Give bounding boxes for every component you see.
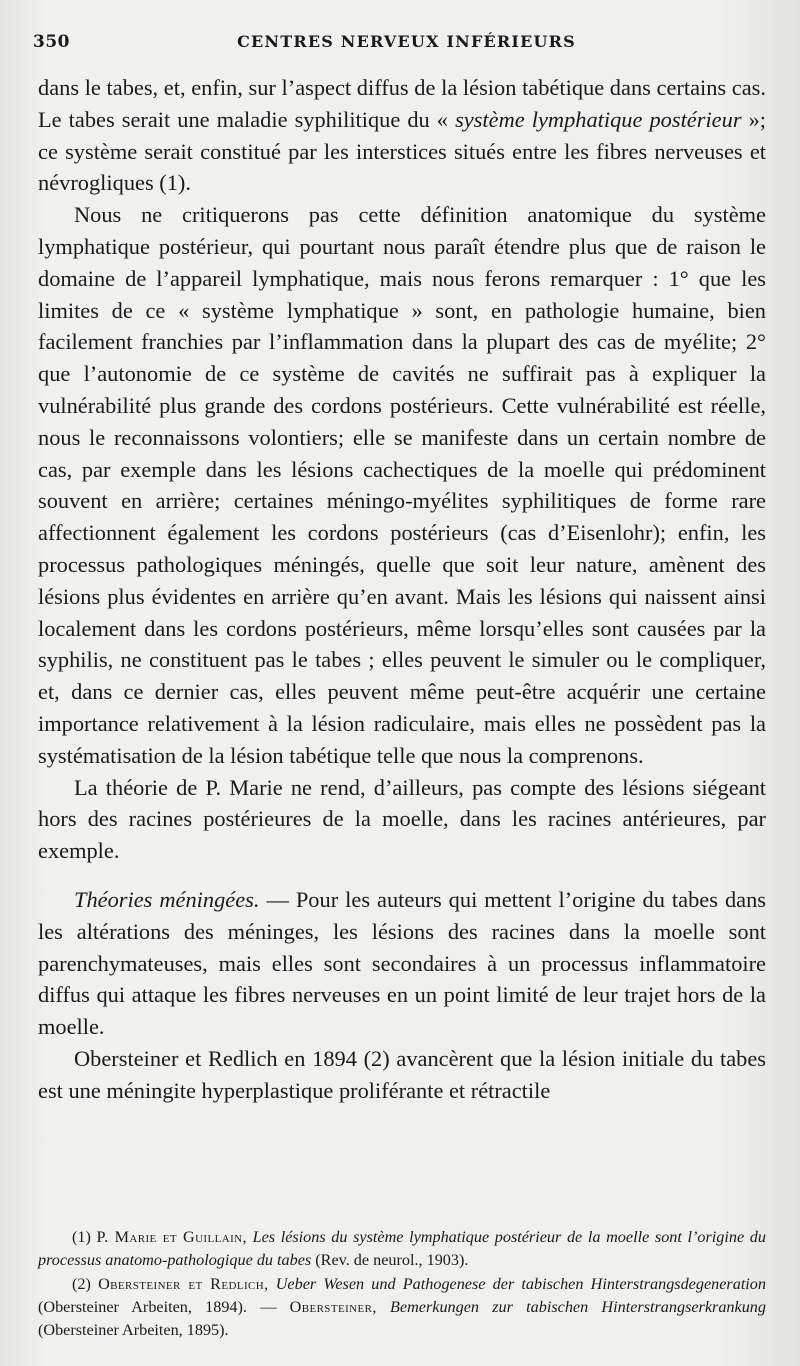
footnote-2 [38,1273,766,1343]
footnote-2-reference-2: (Obersteiner Arbeiten, 1895). [38,1321,229,1340]
body-text [38,72,766,1107]
footnote-1 [38,1226,766,1273]
footnote-2-authors-2: Obersteiner, [289,1297,377,1316]
page-header [33,32,760,56]
paragraph-1 [38,72,766,199]
paragraph-4-text: — Pour les auteurs qui mettent l’origine du tabes dans les altérations des méninges, les lésions des racines dans la moelle sont parenchymateuses, mais elles sont secondaires à un processus inflammatoire diffus qui attaque les fibres nerveuses en un point limité de leur trajet hors de la moelle. [38,886,766,1040]
running-head: CENTRES NERVEUX INFÉRIEURS [237,32,576,51]
footnote-2-authors: Obersteiner et Redlich, [98,1274,269,1293]
footnote-1-number: (1) [72,1228,97,1246]
footnote-1-reference: (Rev. de neurol., 1903). [311,1251,469,1270]
footnote-2-number: (2) [72,1274,99,1293]
footnotes [38,1226,766,1342]
footnote-1-title: Les lésions du système lymphatique postérieur de la moelle sont l’origine du processus anatomo-pathologique du tabes [38,1228,766,1270]
footnote-1-authors: P. Marie et Guillain, [96,1228,247,1246]
paragraph-4 [38,884,766,1043]
footnote-2-reference: (Obersteiner Arbeiten, 1894). — [38,1297,290,1316]
section-heading: Théories méningées. [74,886,260,912]
paragraph-3: La théorie de P. Marie ne rend, d’ailleurs, pas compte des lésions siégeant hors des racines postérieures de la moelle, dans les racines antérieures, par exemple. [38,774,766,864]
paragraph-1-text-c: »; ce système serait constitué par les interstices situés entre les fibres nerveuses et névrogliques (1). [38,106,767,196]
page-number: 350 [33,32,70,52]
paragraph-1-italic-term: système lymphatique postérieur [455,106,742,132]
paragraph-5: Obersteiner et Redlich en 1894 (2) avancèrent que la lésion initiale du tabes est une méningite hyperplastique proliférante et rétractile [38,1045,766,1103]
footnote-2-title-2: Bemerkungen zur tabischen Hinterstrangserkrankung [376,1297,766,1316]
footnote-2-title: Ueber Wesen und Pathogenese der tabischen Hinterstrangsdegeneration [268,1274,766,1293]
paragraph-2: Nous ne critiquerons pas cette définition anatomique du système lymphatique postérieur, qui pourtant nous paraît étendre plus que de raison le domaine de l’appareil lymphatique, mais nous ferons remarquer : 1° que les limites de ce « système lymphatique » sont, en pathologie humaine, bien facilement franchies par l’inflammation dans la plupart des cas de myélite; 2° que l’autonomie de ce système de cavités ne suffirait pas à expliquer la vulnérabilité plus grande des cordons postérieurs. Cette vulnérabilité est réelle, nous le reconnaissons volontiers; elle se manifeste dans un certain nombre de cas, par exemple dans les lésions cachectiques de la moelle qui prédominent souvent en arrière; certaines méningo-myélites syphilitiques de forme rare affectionnent également les cordons postérieurs (cas d’Eisenlohr); enfin, les processus pathologiques méningés, quelle que soit leur nature, amènent des lésions plus évidentes en arrière qu’en avant. Mais les lésions qui naissent ainsi localement dans les cordons postérieurs, même lorsqu’elles sont causées par la syphilis, ne constituent pas le tabes ; elles peuvent le simuler ou le compliquer, et, dans ce dernier cas, elles peuvent même peut-être acquérir une certaine importance relativement à la lésion radiculaire, mais elles ne possèdent pas la systématisation de la lésion tabétique telle que nous la comprenons. [38,202,766,768]
paragraph-1-text-a: dans le tabes, et, enfin, sur l’aspect diffus de la lésion tabétique dans certains cas. Le tabes serait une maladie syphilitique du « [38,75,766,132]
